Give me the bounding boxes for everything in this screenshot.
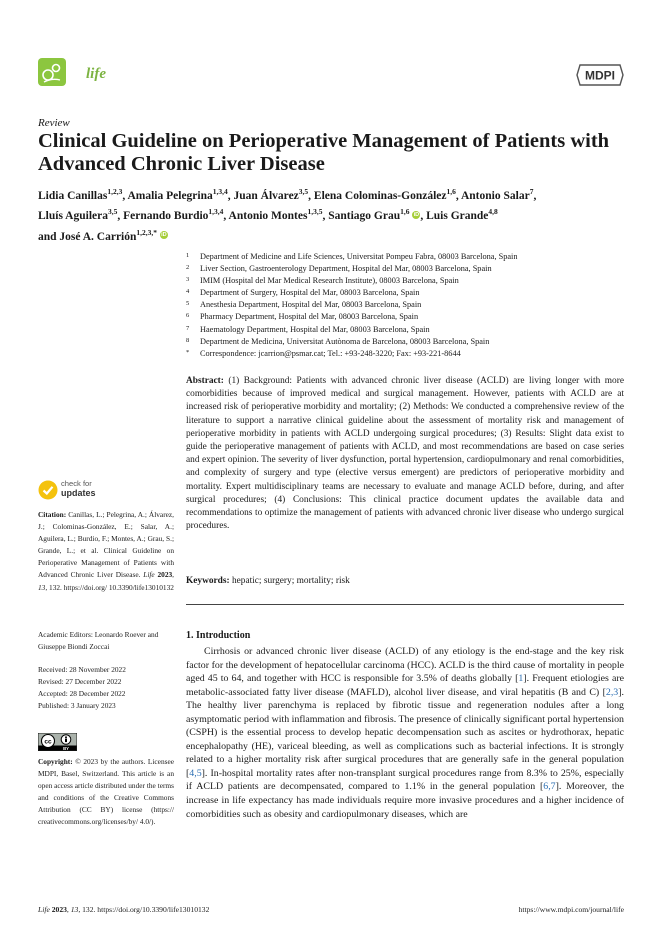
footer-citation: Life 2023, 13, 132. https://doi.org/10.3390/life13010132 bbox=[38, 905, 210, 914]
abstract-label: Abstract: bbox=[186, 376, 224, 386]
author-name[interactable]: Santiago Grau bbox=[328, 210, 401, 223]
date-item: Received: 28 November 2022 bbox=[38, 665, 126, 674]
affiliation-number: 2 bbox=[186, 264, 190, 272]
publisher-name: MDPI bbox=[585, 68, 615, 83]
keywords bbox=[186, 576, 624, 586]
svg-text:cc: cc bbox=[44, 738, 52, 746]
citation-link[interactable]: 2,3 bbox=[605, 686, 619, 698]
author-affiliation-sup: 4,8 bbox=[488, 207, 498, 217]
author-name[interactable]: Luis Grande bbox=[426, 210, 489, 223]
citation-link[interactable]: 1 bbox=[518, 673, 524, 685]
author-name[interactable]: Lluís Aguilera bbox=[38, 210, 108, 223]
abstract bbox=[186, 375, 624, 533]
orcid-icon[interactable]: iD bbox=[413, 212, 420, 219]
citation-journal: Life bbox=[143, 570, 155, 580]
affiliation-item bbox=[186, 311, 646, 323]
author-name[interactable]: and José A. Carrión bbox=[38, 230, 137, 243]
footer-journal-url[interactable]: https://www.mdpi.com/journal/life bbox=[518, 905, 624, 914]
author-affiliation-sup: 1,2,3,* bbox=[136, 227, 158, 237]
affiliation-text: Pharmacy Department, Hospital del Mar, 08003 Barcelona, Spain bbox=[200, 312, 419, 322]
citation-text: Canillas, L.; Pelegrina, A.; Álvarez, J.; Colominas-González, E.; Salar, A.; Aguilera, L.; Burdio, F.; Montes, A.; Grau, S.; Grande, L.; et al. Clinical Guideline on Perioperative Management of Patients with Advanced Chronic Liver Disease. bbox=[38, 510, 174, 580]
author-affiliation-sup: 1,6 bbox=[400, 207, 410, 217]
affiliation-item bbox=[186, 251, 646, 263]
affiliation-number: 4 bbox=[186, 288, 190, 296]
check-updates-icon bbox=[38, 480, 58, 500]
citation-label: Citation: bbox=[38, 510, 67, 519]
author-name[interactable]: Antonio Montes bbox=[228, 210, 308, 223]
orcid-icon[interactable]: iD bbox=[161, 232, 167, 239]
section-title: 1. Introduction bbox=[186, 630, 251, 641]
publication-dates bbox=[38, 664, 174, 712]
date-item: Revised: 27 December 2022 bbox=[38, 677, 122, 687]
affiliation-item bbox=[186, 299, 646, 311]
article-title: Clinical Guideline on Perioperative Management of Patients with Advanced Chronic Liver Disease bbox=[38, 130, 610, 175]
affiliation-text: Department de Medicina, Universitat Autònoma de Barcelona, 08003 Barcelona, Spain bbox=[200, 336, 490, 346]
author-affiliation-sup: 1,3,5 bbox=[307, 207, 323, 217]
footer-journal: Life bbox=[38, 905, 50, 914]
journal-name: life bbox=[86, 66, 106, 82]
affiliation-number: 7 bbox=[186, 324, 190, 332]
keywords-text: hepatic; surgery; mortality; risk bbox=[231, 576, 350, 586]
affiliation-number: 3 bbox=[186, 276, 190, 284]
author-affiliation-sup: 1,3,4 bbox=[208, 207, 224, 217]
check-for-updates-badge[interactable] bbox=[38, 480, 158, 502]
citation-volume: 13 bbox=[38, 582, 46, 592]
abstract-text: (1) Background: Patients with advanced chronic liver disease (ACLD) are living longer with more comorbidities because of improved medical and surgical management. However, patients with ACLD are at increased risk of perioperative morbidity and mortality; (2) Methods: We conducted a comprehensive review of the literature to support a narrative clinical guideline about the assessment of mortality risk and management of perioperative morbidity in patients with ACLD undergoing surgical procedures; (3) Results: Slight data exist to guide the perioperative management of patients with ACLD, and most recommendations are based on case series and expert opinion. The severity of liver dysfunction, portal hypertension, cardiopulmonary and renal comorbidities, and complexity of surgery and type (elective versus emergent) are predictors of perioperative morbidity and mortality. Expert multidisciplinary teams are necessary to evaluate and manage ACLD before, during, and after surgical procedures; (4) Conclusions: This clinical practice document updates the available data and recommendations to optimize the management of patients with advanced chronic liver disease who undergo surgical procedures. bbox=[186, 376, 624, 532]
date-item: Published: 3 January 2023 bbox=[38, 701, 116, 711]
affiliation-text: Haematology Department, Hospital del Mar, 08003 Barcelona, Spain bbox=[200, 324, 430, 334]
affiliation-text: Department of Medicine and Life Sciences, Universitat Pompeu Fabra, 08003 Barcelona, Spain bbox=[200, 252, 518, 261]
keywords-label: Keywords: bbox=[186, 576, 230, 586]
affiliation-number: * bbox=[186, 348, 190, 356]
date-item: Accepted: 28 December 2022 bbox=[38, 689, 126, 699]
affiliations bbox=[186, 251, 646, 360]
affiliation-text: Liver Section, Gastroenterology Department, Hospital del Mar, 08003 Barcelona, Spain bbox=[200, 264, 492, 274]
author-name[interactable]: Elena Colominas-González bbox=[313, 189, 447, 202]
affiliation-item bbox=[186, 275, 646, 287]
citation-year: 2023 bbox=[157, 570, 173, 580]
author-affiliation-sup: 1,6 bbox=[446, 187, 456, 196]
citation-rest[interactable]: , 132. https://doi.org/ 10.3390/life13010132 bbox=[45, 582, 174, 592]
citation-link[interactable]: 6,7 bbox=[543, 781, 556, 793]
affiliation-item bbox=[186, 263, 646, 275]
citation: Citation: Canillas, L.; Pelegrina, A.; Álvarez, J.; Colominas-González, E.; Salar, A.; Aguilera, L.; Burdio, F.; Montes, A.; Grau, S.; Grande, L.; et al. Clinical Guideline on Perioperative Management of Patients with Advanced Chronic Liver Disease. Life 2023, 13, 132. https://doi.org/ 10.3390/life13010132 bbox=[38, 510, 175, 592]
affiliation-item bbox=[186, 287, 646, 299]
author-affiliation-sup: 1,2,3 bbox=[107, 187, 123, 196]
copyright-label: Copyright: bbox=[38, 757, 73, 766]
author-name[interactable]: Juan Álvarez bbox=[233, 189, 299, 202]
author-affiliation-sup: 3,5 bbox=[298, 187, 309, 196]
author-name[interactable]: Fernando Burdio bbox=[123, 210, 209, 223]
affiliation-item bbox=[186, 348, 646, 360]
author-name[interactable]: Antonio Salar bbox=[460, 189, 530, 202]
affiliation-text: Correspondence: jcarrion@psmar.cat; Tel.: +93-248-3220; Fax: +93-221-8644 bbox=[200, 348, 461, 358]
affiliation-text: IMIM (Hospital del Mar Medical Research Institute), 08003 Barcelona, Spain bbox=[200, 276, 459, 286]
affiliation-item bbox=[186, 324, 646, 336]
cc-by-license-icon[interactable] bbox=[38, 733, 77, 751]
introduction-paragraph: Cirrhosis or advanced chronic liver disease (ACLD) of any etiology is the end-stage and the key risk factor for the development of hepatocellular carcinoma (HCC). ACLD is the third cause of mortality in people aged 45 to 64, and together with HCC is responsible for 3.5% of deaths globally [1]. Frequent etiologies are metabolic-associated fatty liver disease (MAFLD), alcohol liver disease, and viral hepatitis (B and C) [2,3]. The healthy liver parenchyma is replaced by fibrotic tissue and regeneration nodules after a long asymptomatic period with inflammation and fibrosis. The presence of clinically significant portal hypertension (CSPH) is the essential process to develop hepatic decompensation such as ascites or hydrothorax, hepatic encephalopathy (HE), variceal bleeding, as well as complications such as bacterial infections. It is strongly related to a higher mortality risk after surgical procedures that are generally safe in the general population [4,5]. In-hospital mortality rates after non-transplant surgical procedures range from 8.3% to 25%, especially if ACLD patients are decompensated, compared to 1.1% in the general population [6,7]. Moreover, the increase in life expectancy has made individuals require more invasive procedures and a higher incidence of comorbidities such as obesity and cardiopulmonary diseases, which are bbox=[186, 646, 624, 820]
article-type: Review bbox=[38, 117, 70, 129]
author-name[interactable]: Lidia Canillas bbox=[38, 189, 108, 202]
check-line2: updates bbox=[61, 487, 96, 498]
author-affiliation-sup: 7 bbox=[529, 187, 534, 196]
affiliation-number: 6 bbox=[186, 312, 190, 320]
academic-editors: Academic Editors: Leonardo Roever and Giuseppe Biondi Zoccai bbox=[38, 630, 159, 652]
divider bbox=[186, 604, 624, 605]
affiliation-text: Department of Surgery, Hospital del Mar, 08003 Barcelona, Spain bbox=[200, 288, 420, 298]
author-affiliation-sup: 3,5 bbox=[107, 207, 118, 217]
author-affiliation-sup: 1,3,4 bbox=[212, 187, 228, 196]
citation-link[interactable]: 4,5 bbox=[189, 767, 202, 779]
author-list: Lidia Canillas$^{1,2,3}$, Amalia Pelegrina$^{1,3,4}$, Juan Álvarez$^{3,5}$, Elena Colominas-González$^{1,6}$, Antonio Salar$^7$, Lluís Aguilera$^{3,5}$, Fernando Burdio$^{1,3,4}$, Antonio Montes$^{1,3,5}$, Santiago Grau$^{1,6}$ iD, Luis Grande$^{4,8}$ and José A. Carrión$^{1,2,3,*}$ iD bbox=[38, 187, 537, 243]
journal-logo-icon bbox=[38, 58, 66, 86]
affiliation-number: 8 bbox=[186, 336, 190, 344]
author-name[interactable]: Amalia Pelegrina bbox=[127, 189, 213, 202]
check-updates-text bbox=[61, 480, 96, 498]
copyright-text: © 2023 by the authors. Licensee MDPI, Basel, Switzerland. This article is an open access article distributed under the terms and conditions of the Creative Commons Attribution (CC BY) license (https:// creativecommons.org/licenses/by/ 4.0/). bbox=[38, 757, 174, 827]
copyright bbox=[38, 756, 174, 829]
svg-text:BY: BY bbox=[63, 746, 69, 751]
footer-year: 2023 bbox=[51, 905, 67, 914]
affiliation-text: Anesthesia Department, Hospital del Mar, 08003 Barcelona, Spain bbox=[200, 300, 422, 310]
affiliation-number: 5 bbox=[186, 300, 190, 308]
mdpi-logo-icon bbox=[576, 64, 624, 86]
affiliation-item bbox=[186, 336, 646, 348]
footer-doi[interactable]: , 132. https://doi.org/10.3390/life13010132 bbox=[78, 905, 210, 914]
check-line1: check for bbox=[61, 479, 92, 488]
footer-volume: 13 bbox=[70, 905, 79, 914]
affiliation-number: 1 bbox=[186, 252, 190, 259]
